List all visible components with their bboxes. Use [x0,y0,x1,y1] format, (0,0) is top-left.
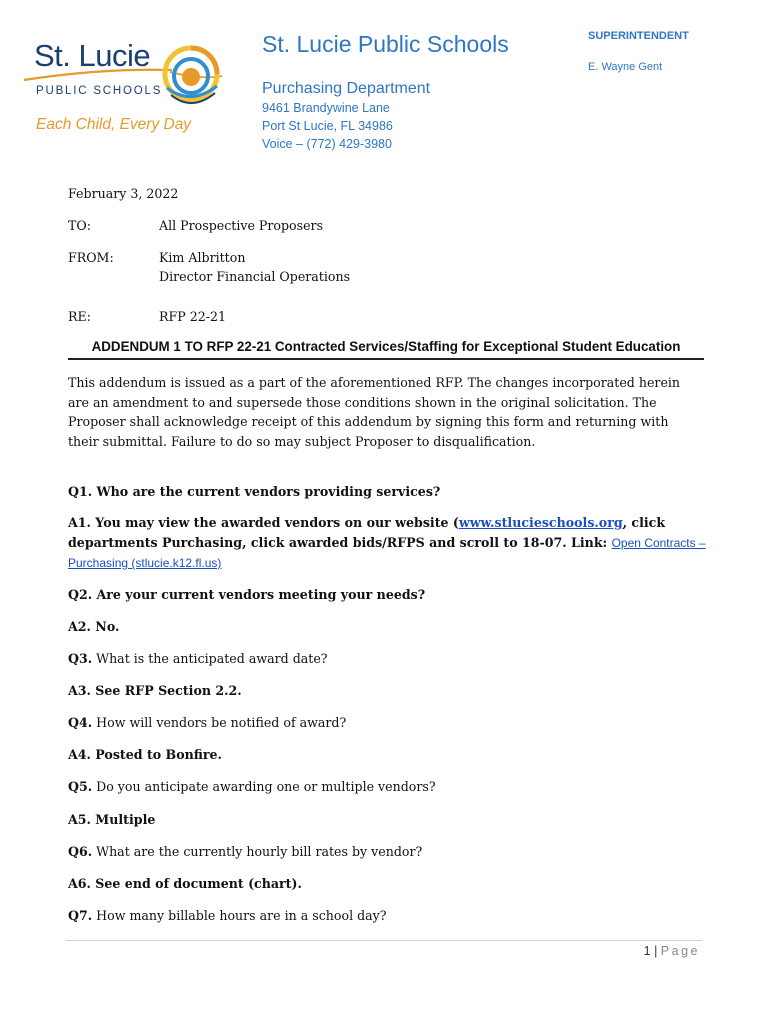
answer-5: A5. Multiple [68,812,156,827]
page-word: Page [660,944,700,958]
question-7 [68,906,718,926]
org-title: St. Lucie Public Schools [262,31,509,57]
memo-date: February 3, 2022 [68,186,179,201]
answer-4: A4. Posted to Bonfire. [68,747,222,762]
memo-from-title: Director Financial Operations [159,269,351,284]
question-3-label: Q3. [68,651,93,666]
addendum-intro: This addendum is issued as a part of the aforementioned RFP. The changes incorporated herein are an amendment to and supersede those conditions shown in the original solicitation. The Proposer shall acknowledge receipt of this addendum by signing this form and returning with their submittal. Failure to do so may subject Proposer to disqualification. [68,375,681,449]
address-line-2: Port St Lucie, FL 34986 [262,119,393,133]
question-3-text: What is the anticipated award date? [92,651,328,666]
question-5-label: Q5. [68,779,93,794]
question-4-label: Q4. [68,715,93,730]
memo-re-value: RFP 22-21 [159,309,227,324]
page-number: 1 [643,944,651,958]
answer-3: A3. See RFP Section 2.2. [68,683,242,698]
question-2: Q2. Are your current vendors meeting your needs? [68,587,426,602]
memo-from-name: Kim Albritton [159,250,246,265]
sun-emblem-icon [165,48,217,103]
question-1: Q1. Who are the current vendors providing services? [68,484,441,499]
question-5 [68,777,718,797]
logo-subtitle: PUBLIC SCHOOLS [36,85,163,97]
question-5-text: Do you anticipate awarding one or multiple vendors? [92,779,436,794]
department-name: Purchasing Department [262,80,431,97]
page-separator: | [650,944,661,958]
answer-1-text-a: A1. You may view the awarded vendors on our website ( [68,515,459,530]
question-3 [68,649,718,669]
question-6 [68,842,718,862]
open-contracts-link[interactable]: Open Contracts – Purchasing (stlucie.k12.fl.us) [68,535,706,570]
memo-to-label: TO: [68,218,91,233]
answer-2: A2. No. [68,619,120,634]
answer-1-text-b: , click departments Purchasing, click awarded bids/RFPS and scroll to 18-07. Link: [68,515,666,550]
logo-tagline: Each Child, Every Day [36,116,192,133]
page-footer [560,944,700,958]
heading-divider [68,358,704,360]
question-6-text: What are the currently hourly bill rates by vendor? [92,844,423,859]
footer-divider [66,940,702,941]
superintendent-label: SUPERINTENDENT [588,30,689,42]
question-4 [68,713,718,733]
answer-6: A6. See end of document (chart). [68,876,302,891]
question-7-text: How many billable hours are in a school day? [92,908,387,923]
question-7-label: Q7. [68,908,93,923]
address-line-1: 9461 Brandywine Lane [262,101,390,115]
memo-re-label: RE: [68,309,91,324]
superintendent-name: E. Wayne Gent [588,61,663,73]
memo-from-label: FROM: [68,250,114,265]
addendum-heading: ADDENDUM 1 TO RFP 22-21 Contracted Services/Staffing for Exceptional Student Education [91,339,681,354]
district-website-link[interactable]: www.stlucieschools.org [458,515,623,530]
memo-to-value: All Prospective Proposers [159,218,324,233]
phone-number: Voice – (772) 429-3980 [262,137,392,151]
question-4-text: How will vendors be notified of award? [92,715,347,730]
answer-1 [68,513,708,574]
question-6-label: Q6. [68,844,93,859]
logo-name: St. Lucie [34,38,151,73]
